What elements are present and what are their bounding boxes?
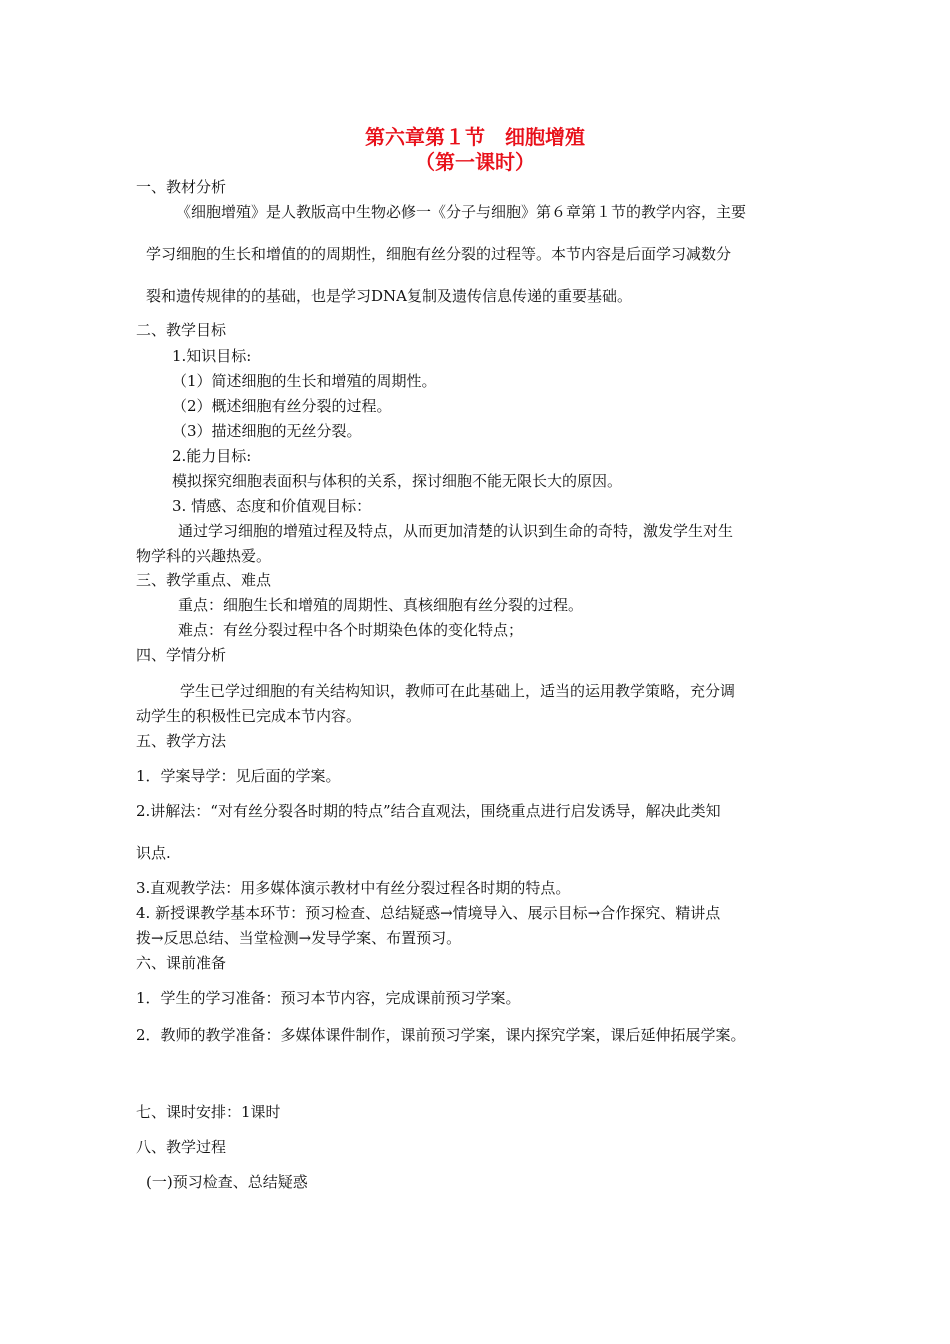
key-point: 重点：细胞生长和增殖的周期性、真核细胞有丝分裂的过程。: [178, 596, 584, 614]
method-item: 1．学案导学：见后面的学案。: [136, 767, 341, 785]
prep-item: 2．教师的教学准备：多媒体课件制作，课前预习学案，课内探究学案，课后延伸拓展学案。: [136, 1026, 746, 1044]
process-step: (一)预习检查、总结疑惑: [146, 1173, 308, 1191]
document-subtitle: （第一课时）: [415, 150, 535, 174]
paragraph-line: 动学生的积极性已完成本节内容。: [136, 707, 362, 725]
list-item: （2）概述细胞有丝分裂的过程。: [172, 397, 392, 415]
section-heading-6: 六、课前准备: [136, 954, 227, 972]
subheading-knowledge: 1.知识目标:: [172, 347, 252, 365]
method-item: 2.讲解法：“对有丝分裂各时期的特点”结合直观法，围绕重点进行启发诱导，解决此类知: [136, 802, 721, 820]
section-heading-8: 八、教学过程: [136, 1138, 227, 1156]
list-item: （3）描述细胞的无丝分裂。: [172, 422, 362, 440]
paragraph-line: 裂和遗传规律的的基础，也是学习DNA复制及遗传信息传递的重要基础。: [146, 287, 632, 305]
method-item-cont: 识点.: [136, 844, 171, 862]
paragraph-line: 学习细胞的生长和增值的的周期性，细胞有丝分裂的过程等。本节内容是后面学习减数分: [146, 245, 732, 263]
section-heading-3: 三、教学重点、难点: [136, 571, 272, 589]
prep-item: 1．学生的学习准备：预习本节内容，完成课前预习学案。: [136, 989, 521, 1007]
paragraph-line: 通过学习细胞的增殖过程及特点，从而更加清楚的认识到生命的奇特，激发学生对生: [178, 522, 734, 540]
subheading-emotion: 3. 情感、态度和价值观目标：: [172, 497, 372, 515]
section-heading-2: 二、教学目标: [136, 321, 227, 339]
subheading-ability: 2.能力目标:: [172, 447, 252, 465]
document-title: 第六章第１节 细胞增殖: [365, 125, 585, 149]
section-heading-4: 四、学情分析: [136, 646, 227, 664]
section-heading-7: 七、课时安排：1课时: [136, 1103, 281, 1121]
paragraph-line: 物学科的兴趣热爱。: [136, 547, 272, 565]
list-item: （1）简述细胞的生长和增殖的周期性。: [172, 372, 437, 390]
difficult-point: 难点：有丝分裂过程中各个时期染色体的变化特点；: [178, 621, 524, 639]
section-heading-1: 一、教材分析: [136, 178, 227, 196]
method-item: 3.直观教学法：用多媒体演示教材中有丝分裂过程各时期的特点。: [136, 879, 571, 897]
method-item: 4. 新授课教学基本环节：预习检查、总结疑惑→情境导入、展示目标→合作探究、精讲点: [136, 904, 721, 922]
paragraph-line: 学生已学过细胞的有关结构知识，教师可在此基础上，适当的运用教学策略，充分调: [180, 682, 736, 700]
paragraph-line: 《细胞增殖》是人教版高中生物必修一《分子与细胞》第６章第１节的教学内容，主要: [176, 203, 747, 221]
paragraph-line: 模拟探究细胞表面积与体积的关系，探讨细胞不能无限长大的原因。: [172, 472, 623, 490]
method-item-cont: 拨→反思总结、当堂检测→发导学案、布置预习。: [136, 929, 462, 947]
section-heading-5: 五、教学方法: [136, 732, 227, 750]
